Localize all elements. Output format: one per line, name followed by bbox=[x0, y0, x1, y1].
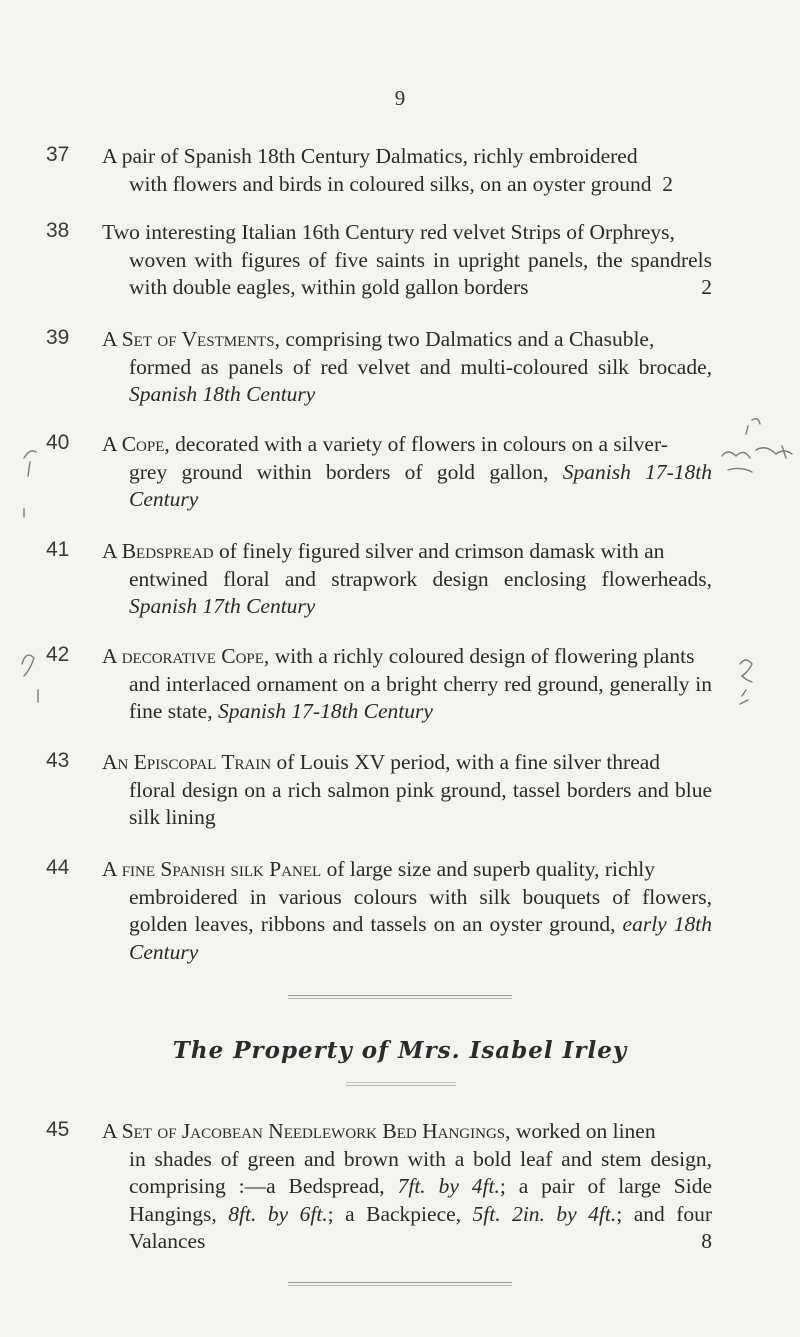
property-heading: The Property of Mrs. Isabel Irley bbox=[172, 1037, 628, 1064]
lot-dimension: 8ft. by 6ft. bbox=[228, 1201, 328, 1226]
lot-title: A Bedspread bbox=[102, 539, 214, 563]
margin-mark bbox=[22, 655, 34, 676]
lot-rest-text: grey ground within borders of gold gallon, bbox=[129, 459, 549, 484]
lot-rest-text: ; and four Valances bbox=[129, 1201, 713, 1253]
lot-first-line: with a richly coloured design of flowering plants bbox=[269, 644, 695, 668]
margin-mark bbox=[728, 468, 752, 472]
lot-rest-text: formed as panels of red velvet and multi-coloured silk brocade, bbox=[129, 354, 712, 379]
lot-title: A decorative Cope, bbox=[102, 644, 270, 668]
lot-number: 43 bbox=[46, 749, 70, 772]
lot-rest-text: with flowers and birds in coloured silks, on an oyster ground bbox=[129, 171, 652, 196]
margin-mark bbox=[740, 660, 752, 682]
lot-first-line: comprising two Dalmatics and a Chasuble, bbox=[279, 327, 655, 351]
lot-number: 41 bbox=[46, 538, 70, 561]
lot-rest-text: embroidered in various colours with silk bouquets of flowers, golden leaves, ribbons and tassels on an oyster ground, bbox=[129, 884, 712, 936]
margin-mark bbox=[746, 419, 760, 434]
lot-period: early 18th Century bbox=[129, 912, 713, 964]
lot-period: Spanish 17th Century bbox=[129, 594, 316, 618]
lot-title: A Cope, bbox=[102, 432, 170, 456]
lot-dimension: 5ft. 2in. by 4ft. bbox=[472, 1201, 617, 1226]
lot-number: 40 bbox=[46, 431, 70, 454]
lot-dimension: 7ft. by 4ft. bbox=[397, 1174, 500, 1198]
lot-number: 42 bbox=[46, 643, 70, 666]
lot-rest-text: entwined floral and strapwork design enclosing flowerheads, bbox=[129, 566, 712, 591]
margin-mark bbox=[782, 446, 786, 458]
lot-first-line: Two interesting Italian 16th Century red velvet Strips of Orphreys, bbox=[102, 220, 675, 244]
margin-mark bbox=[740, 690, 748, 704]
lot-number: 38 bbox=[46, 219, 70, 242]
lot-period: Spanish 18th Century bbox=[129, 382, 316, 406]
lot-first-line: decorated with a variety of flowers in colours on a silver- bbox=[169, 432, 668, 456]
lot-continuation: floral design on a rich salmon pink ground, tassel borders and blue silk lining bbox=[129, 777, 712, 829]
lot-price: 8 bbox=[701, 1229, 712, 1253]
lot-title: An Episcopal Train bbox=[102, 750, 272, 774]
lot-number: 39 bbox=[46, 326, 70, 349]
lot-title: A fine Spanish silk Panel bbox=[102, 857, 322, 881]
lot-first-line: A pair of Spanish 18th Century Dalmatics, richly embroidered bbox=[102, 144, 638, 168]
lot-rest-text: ; a Backpiece, bbox=[327, 1201, 462, 1226]
lot-first-line: of finely figured silver and crimson damask with an bbox=[213, 539, 665, 563]
lot-period: Spanish 17-18th Century bbox=[129, 459, 712, 511]
lot-rest-text: woven with figures of five saints in upright panels, the spandrels with double eagles, within gold gallon borders bbox=[129, 247, 712, 299]
margin-mark bbox=[28, 462, 30, 476]
lot-number: 45 bbox=[46, 1118, 70, 1141]
lot-title: A Set of Vestments, bbox=[102, 327, 280, 351]
lot-rest-text: in shades of green and brown with a bold leaf and stem design, comprising :—a Bedspread, bbox=[129, 1146, 712, 1198]
lot-rest-text: ; a pair of large Side Hangings, bbox=[129, 1174, 713, 1226]
lot-rest-text: and interlaced ornament on a bright cherry red ground, generally in fine state, bbox=[129, 671, 712, 723]
margin-mark bbox=[722, 448, 792, 458]
lot-price: 2 bbox=[701, 275, 712, 299]
margin-mark bbox=[24, 451, 36, 458]
lot-period: Spanish 17-18th Century bbox=[217, 699, 433, 723]
lot-first-line: of Louis XV period, with a fine silver thread bbox=[271, 750, 661, 774]
lot-number: 37 bbox=[46, 143, 70, 166]
page-number: 9 bbox=[394, 86, 406, 110]
lot-number: 44 bbox=[46, 856, 70, 879]
lot-first-line: worked on linen bbox=[510, 1119, 656, 1143]
lot-first-line: of large size and superb quality, richly bbox=[321, 857, 655, 881]
lot-title: A Set of Jacobean Needlework Bed Hangings, bbox=[102, 1119, 511, 1143]
lot-price: 2 bbox=[662, 171, 673, 196]
